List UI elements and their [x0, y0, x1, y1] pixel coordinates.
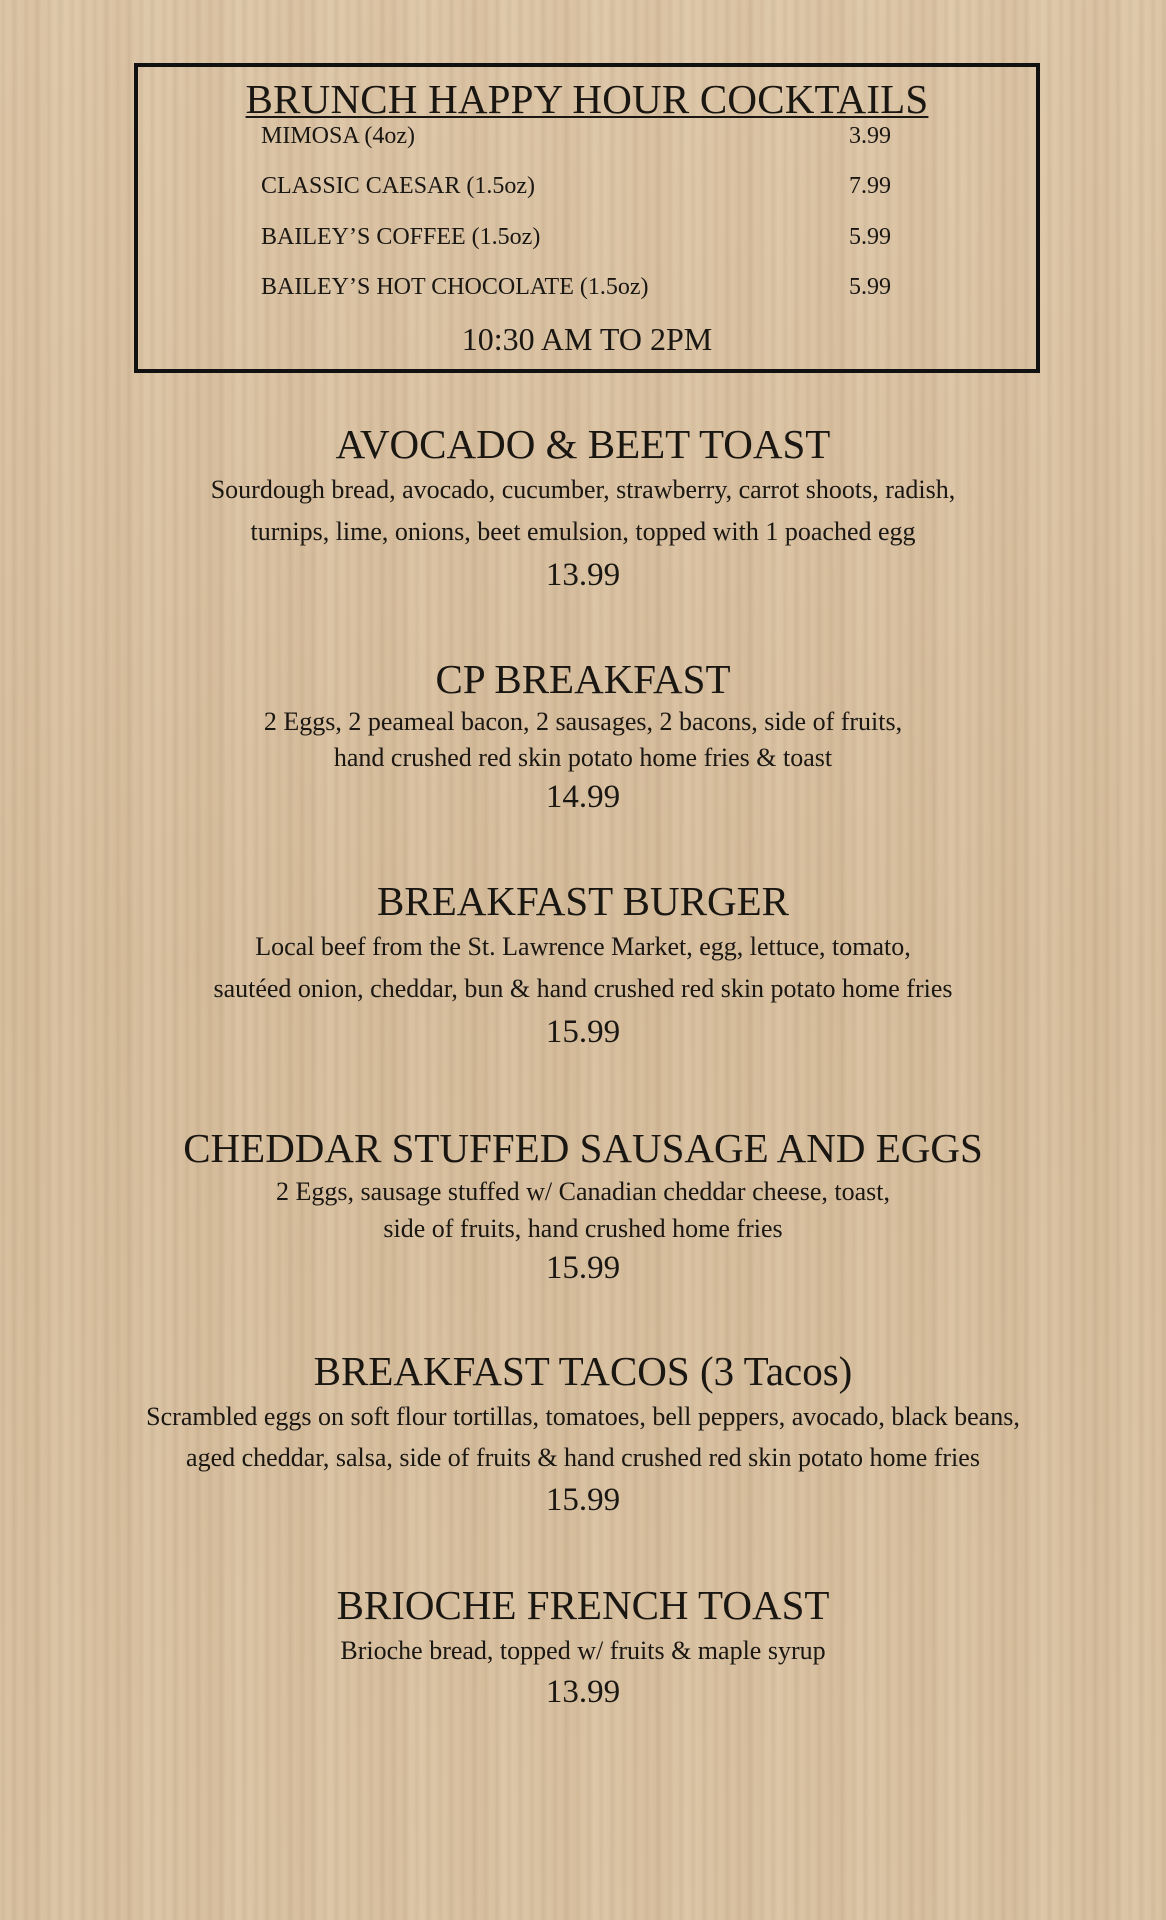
menu-item-price: 15.99 [545, 1014, 621, 1050]
menu-item-desc-line: sautéed onion, cheddar, bun & hand crushed red skin potato home fries [213, 974, 953, 1003]
cocktail-price: 3.99 [849, 123, 891, 149]
cocktail-name: BAILEY’S COFFEE (1.5oz) [261, 224, 541, 250]
cocktail-price: 5.99 [849, 224, 891, 250]
menu-item-desc-line: Scrambled eggs on soft flour tortillas, tomatoes, bell peppers, avocado, black beans, [146, 1402, 1020, 1431]
menu-item-desc-line: side of fruits, hand crushed home fries [383, 1214, 783, 1243]
menu-item-desc-line: turnips, lime, onions, beet emulsion, topped with 1 poached egg [250, 517, 916, 546]
menu-item-desc-line: Local beef from the St. Lawrence Market, egg, lettuce, tomato, [255, 932, 911, 961]
menu-item-breakfast-tacos [0, 1346, 1166, 1521]
menu-item-price: 14.99 [545, 779, 621, 815]
menu-item-desc-line: aged cheddar, salsa, side of fruits & hand crushed red skin potato home fries [186, 1443, 980, 1472]
cocktail-name: CLASSIC CAESAR (1.5oz) [261, 173, 536, 199]
menu-item-desc-line: Sourdough bread, avocado, cucumber, strawberry, carrot shoots, radish, [210, 475, 956, 504]
menu-item-cheddar-stuffed-sausage [0, 1123, 1166, 1289]
menu-item-desc-line: 2 Eggs, sausage stuffed w/ Canadian cheddar cheese, toast, [276, 1177, 890, 1206]
happy-hour-box [134, 63, 1040, 373]
menu-item-title: BREAKFAST TACOS (3 Tacos) [313, 1348, 853, 1394]
menu-item-title: BRIOCHE FRENCH TOAST [336, 1582, 830, 1628]
menu-item-title: BREAKFAST BURGER [377, 878, 789, 924]
menu-item-avocado-beet-toast [0, 419, 1166, 596]
menu-item-price: 13.99 [545, 1674, 621, 1710]
cocktail-row [261, 270, 941, 304]
cocktail-name: MIMOSA (4oz) [261, 123, 415, 149]
happy-hour-time: 10:30 AM TO 2PM [461, 321, 713, 357]
cocktail-price: 7.99 [849, 173, 891, 199]
menu-item-desc-line: 2 Eggs, 2 peameal bacon, 2 sausages, 2 bacons, side of fruits, [263, 707, 903, 736]
cocktail-row [261, 220, 941, 254]
menu-item-breakfast-burger [0, 876, 1166, 1053]
menu-item-title: AVOCADO & BEET TOAST [335, 421, 831, 467]
cocktail-row [261, 169, 941, 203]
menu-item-desc-line: Brioche bread, topped w/ fruits & maple syrup [340, 1636, 826, 1665]
menu-item-title: CHEDDAR STUFFED SAUSAGE AND EGGS [183, 1125, 983, 1171]
cocktail-price: 5.99 [849, 274, 891, 300]
menu-item-price: 15.99 [545, 1482, 621, 1518]
menu-item-cp-breakfast [0, 654, 1166, 818]
menu-item-price: 15.99 [545, 1250, 621, 1286]
menu-item-brioche-french-toast [0, 1580, 1166, 1713]
menu-item-desc-line: hand crushed red skin potato home fries & toast [333, 743, 833, 772]
cocktail-row [261, 119, 941, 153]
happy-hour-title: BRUNCH HAPPY HOUR COCKTAILS [245, 76, 929, 122]
menu-item-price: 13.99 [545, 557, 621, 593]
cocktail-name: BAILEY’S HOT CHOCOLATE (1.5oz) [261, 274, 649, 300]
menu-item-title: CP BREAKFAST [435, 656, 731, 702]
